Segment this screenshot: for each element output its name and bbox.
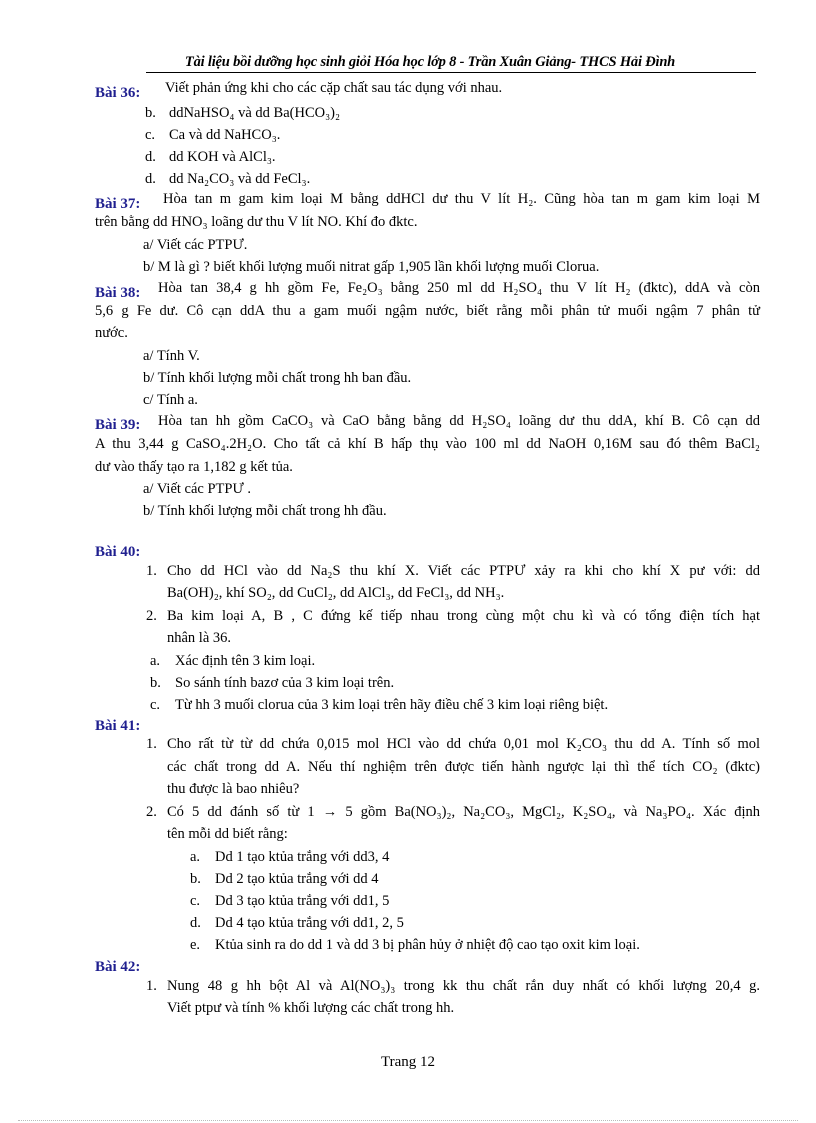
- problem-40-sub-item: Từ hh 3 muối clorua của 3 kim loại trên hãy điều chế 3 kim loại riêng biệt.: [175, 697, 609, 713]
- problem-40-label: Bài 40:: [95, 544, 141, 560]
- problem-41-sub-item: Dd 1 tạo ktủa trắng với dd3, 4: [215, 849, 390, 865]
- problem-36-item-marker: d.: [145, 171, 156, 187]
- problem-41-label: Bài 41:: [95, 718, 141, 734]
- problem-36-item-marker: b.: [145, 105, 156, 121]
- problem-39-text-line: dư vào thấy tạo ra 1,182 g kết tủa.: [95, 459, 293, 475]
- problem-40-item-line: Cho dd HCl vào dd Na₂S thu khí X. Viết các PTPƯ xảy ra khi cho khí X pư với: dd: [167, 563, 760, 579]
- problem-38-text-line: nước.: [95, 325, 128, 341]
- problem-40-sub-marker: a.: [150, 653, 161, 669]
- problem-41-item-line: tên mỗi dd biết rằng:: [167, 826, 288, 842]
- problem-41-sub-marker: b.: [190, 871, 201, 887]
- problem-40-sub-item: So sánh tính bazơ của 3 kim loại trên.: [175, 675, 395, 691]
- problem-36-label: Bài 36:: [95, 85, 141, 101]
- problem-41-item-line: các chất trong dd A. Nếu thí nghiệm trên được tiến hành ngược lại thì thể tích CO₂ (đktc): [167, 759, 760, 775]
- page-number: Trang 12: [380, 1054, 436, 1070]
- problem-38-text-line: 5,6 g Fe dư. Cô cạn ddA thu a gam muối ngậm nước, biết rằng mỗi phân tử muối ngậm 7 phân tử: [95, 303, 760, 319]
- problem-36-item: dd KOH và AlCl₃.: [169, 149, 276, 165]
- problem-41-sub-item: Dd 3 tạo ktủa trắng với dd1, 5: [215, 893, 390, 909]
- problem-37-text-line: Hòa tan m gam kim loại M bằng ddHCl dư thu V lít H₂. Cũng hòa tan m gam kim loại M: [163, 191, 760, 207]
- problem-41-sub-marker: d.: [190, 915, 201, 931]
- problem-41-sub-marker: e.: [190, 937, 201, 953]
- problem-37-part-b: b/ M là gì ? biết khối lượng muối nitrat gấp 1,905 lần khối lượng muối Clorua.: [143, 259, 600, 275]
- problem-40-sub-marker: b.: [150, 675, 161, 691]
- problem-37-text-line: trên bằng dd HNO₃ loãng dư thu V lít NO. Khí đo đktc.: [95, 214, 418, 230]
- header-text: Tài liệu bồi dưỡng học sinh giỏi Hóa học lớp 8 - Trần Xuân Giảng- THCS Hải Đình: [184, 54, 676, 70]
- problem-36-item: Ca và dd NaHCO₃.: [169, 127, 281, 143]
- problem-38-part-a: a/ Tính V.: [143, 348, 200, 364]
- problem-40-sub-marker: c.: [150, 697, 161, 713]
- problem-41-sub-marker: a.: [190, 849, 201, 865]
- problem-39-label: Bài 39:: [95, 417, 141, 433]
- problem-41-sub-item: Dd 2 tạo ktủa trắng với dd 4: [215, 871, 379, 887]
- problem-41-sub-item: Ktủa sinh ra do dd 1 và dd 3 bị phân hủy ở nhiệt độ cao tạo oxit kim loại.: [215, 937, 640, 953]
- problem-39-text-line: A thu 3,44 g CaSO₄.2H₂O. Cho tất cả khí B hấp thụ vào 100 ml dd NaOH 0,16M sau đó thêm BaCl₂: [95, 436, 760, 452]
- problem-41-item-number: 2.: [146, 804, 157, 820]
- problem-41-sub-marker: c.: [190, 893, 201, 909]
- problem-40-item-line: Ba(OH)₂, khí SO₂, dd CuCl₂, dd AlCl₃, dd FeCl₃, dd NH₃.: [167, 585, 505, 601]
- problem-40-sub-item: Xác định tên 3 kim loại.: [175, 653, 316, 669]
- problem-38-label: Bài 38:: [95, 285, 141, 301]
- problem-40-item-line: nhân là 36.: [167, 630, 232, 646]
- problem-38-part-c: c/ Tính a.: [143, 392, 198, 408]
- problem-41-sub-item: Dd 4 tạo ktủa trắng với dd1, 2, 5: [215, 915, 404, 931]
- problem-39-text-line: Hòa tan hh gồm CaCO₃ và CaO bằng bằng dd H₂SO₄ loãng dư thu ddA, khí B. Cô cạn dd: [158, 413, 760, 429]
- problem-41-item-line: Có 5 dd đánh số từ 1 → 5 gồm Ba(NO₃)₂, Na₂CO₃, MgCl₂, K₂SO₄, và Na₃PO₄. Xác định: [167, 804, 760, 820]
- header-underline: [146, 72, 756, 73]
- problem-41-item-line: thu được là bao nhiêu?: [167, 781, 300, 797]
- problem-36-item: ddNaHSO₄ và dd Ba(HCO₃)₂: [169, 105, 341, 121]
- problem-39-part-a: a/ Viết các PTPƯ .: [143, 481, 251, 497]
- problem-38-text-line: Hòa tan 38,4 g hh gồm Fe, Fe₂O₃ bằng 250 ml dd H₂SO₄ thu V lít H₂ (đktc), ddA và còn: [158, 280, 760, 296]
- problem-40-item-line: Ba kim loại A, B , C đứng kế tiếp nhau trong cùng một chu kì và có tổng điện tích hạt: [167, 608, 760, 624]
- problem-37-label: Bài 37:: [95, 196, 141, 212]
- problem-42-label: Bài 42:: [95, 959, 141, 975]
- problem-39-part-b: b/ Tính khối lượng mỗi chất trong hh đầu.: [143, 503, 387, 519]
- problem-36-item: dd Na₂CO₃ và dd FeCl₃.: [169, 171, 311, 187]
- problem-40-item-number: 2.: [146, 608, 157, 624]
- problem-42-item-line: Viết ptpư và tính % khối lượng các chất trong hh.: [167, 1000, 455, 1016]
- problem-42-item-line: Nung 48 g hh bột Al và Al(NO₃)₃ trong kk thu chất rắn duy nhất có khối lượng 20,4 g.: [167, 978, 760, 994]
- page-header: [100, 54, 760, 71]
- problem-41-item-line: Cho rất từ từ dd chứa 0,015 mol HCl vào dd chứa 0,01 mol K₂CO₃ thu dd A. Tính số mol: [167, 736, 760, 752]
- problem-36-item-marker: d.: [145, 149, 156, 165]
- page-bottom-separator: [18, 1120, 798, 1121]
- problem-36-intro: Viết phản ứng khi cho các cặp chất sau tác dụng với nhau.: [165, 80, 503, 96]
- problem-42-item-number: 1.: [146, 978, 157, 994]
- problem-41-item-number: 1.: [146, 736, 157, 752]
- problem-40-item-number: 1.: [146, 563, 157, 579]
- problem-38-part-b: b/ Tính khối lượng mỗi chất trong hh ban đầu.: [143, 370, 412, 386]
- problem-37-part-a: a/ Viết các PTPƯ.: [143, 237, 248, 253]
- problem-36-item-marker: c.: [145, 127, 156, 143]
